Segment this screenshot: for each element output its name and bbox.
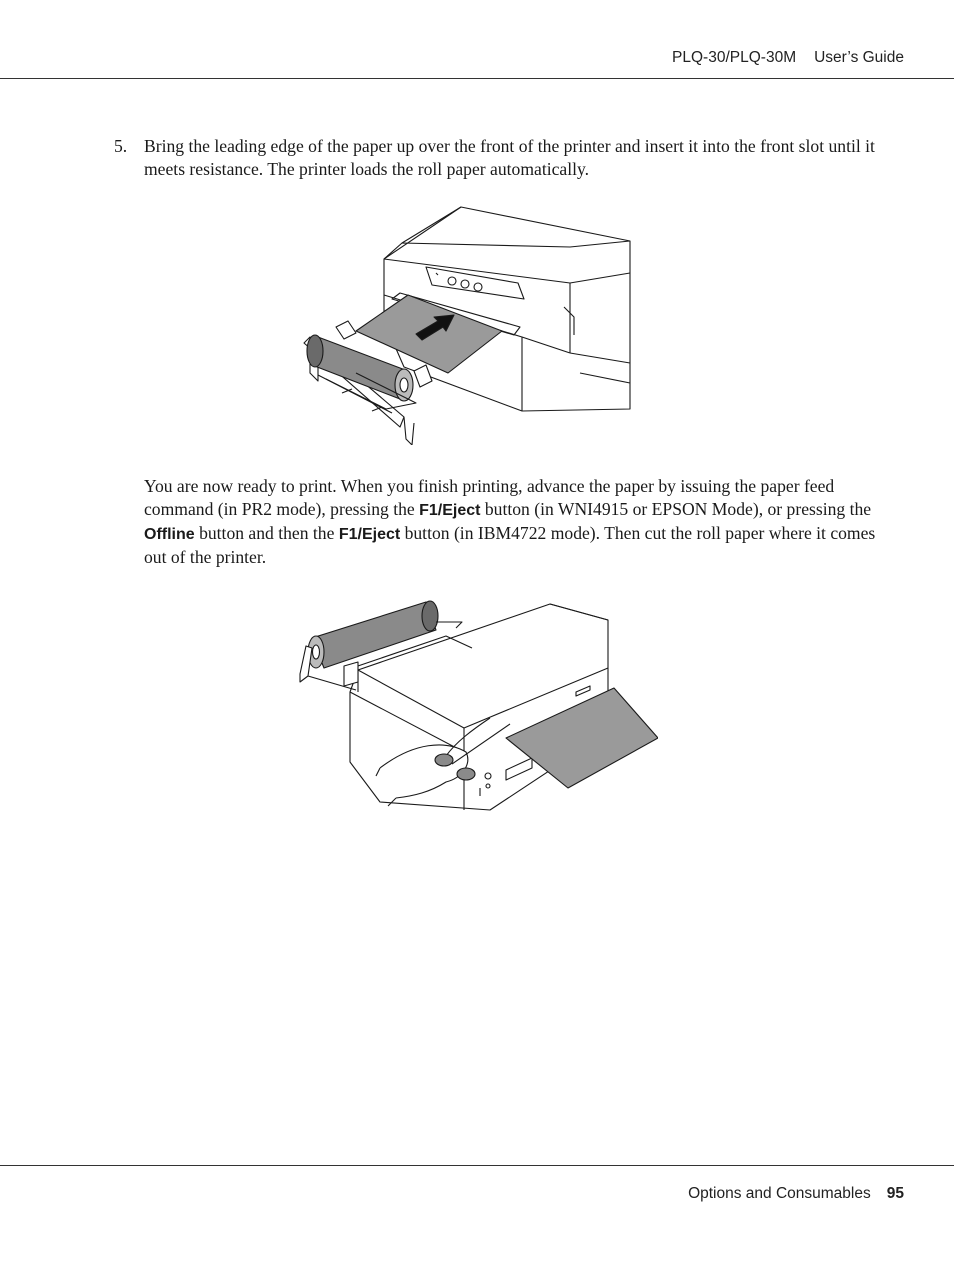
para-text-4: button (in IBM4722 mode). Then cut the roll paper where it comes out of the printer. bbox=[144, 523, 876, 567]
step-number: 5. bbox=[114, 136, 128, 156]
step-5 bbox=[114, 135, 884, 181]
page-number: 95 bbox=[886, 1185, 904, 1202]
header-doc-title: User’s Guide bbox=[814, 49, 904, 66]
instruction-paragraph bbox=[144, 475, 884, 569]
header-model: PLQ-30/PLQ-30M bbox=[672, 49, 797, 66]
f1-eject-button-label-2: F1/Eject bbox=[338, 526, 401, 543]
para-text-3: button and then the bbox=[194, 523, 339, 543]
page-footer bbox=[688, 1185, 904, 1203]
para-text-2: button (in WNI4915 or EPSON Mode), or pressing the bbox=[480, 499, 872, 519]
footer-section: Options and Consumables bbox=[688, 1185, 871, 1202]
page-header bbox=[672, 49, 904, 67]
f1-eject-button-label: F1/Eject bbox=[419, 502, 481, 519]
para-text-1: You are now ready to print. When you finish printing, advance the paper by issuing the paper feed command (in PR2 mode), pressing the bbox=[144, 476, 835, 519]
paper-cutting-illustration bbox=[296, 592, 658, 812]
offline-button-label: Offline bbox=[144, 526, 195, 543]
step-text: Bring the leading edge of the paper up over the front of the printer and insert it into the front slot until it meets resistance. The printer loads the roll paper automatically. bbox=[144, 136, 875, 179]
footer-rule bbox=[0, 1165, 954, 1166]
printer-loading-illustration bbox=[296, 203, 634, 445]
header-rule bbox=[0, 78, 954, 79]
